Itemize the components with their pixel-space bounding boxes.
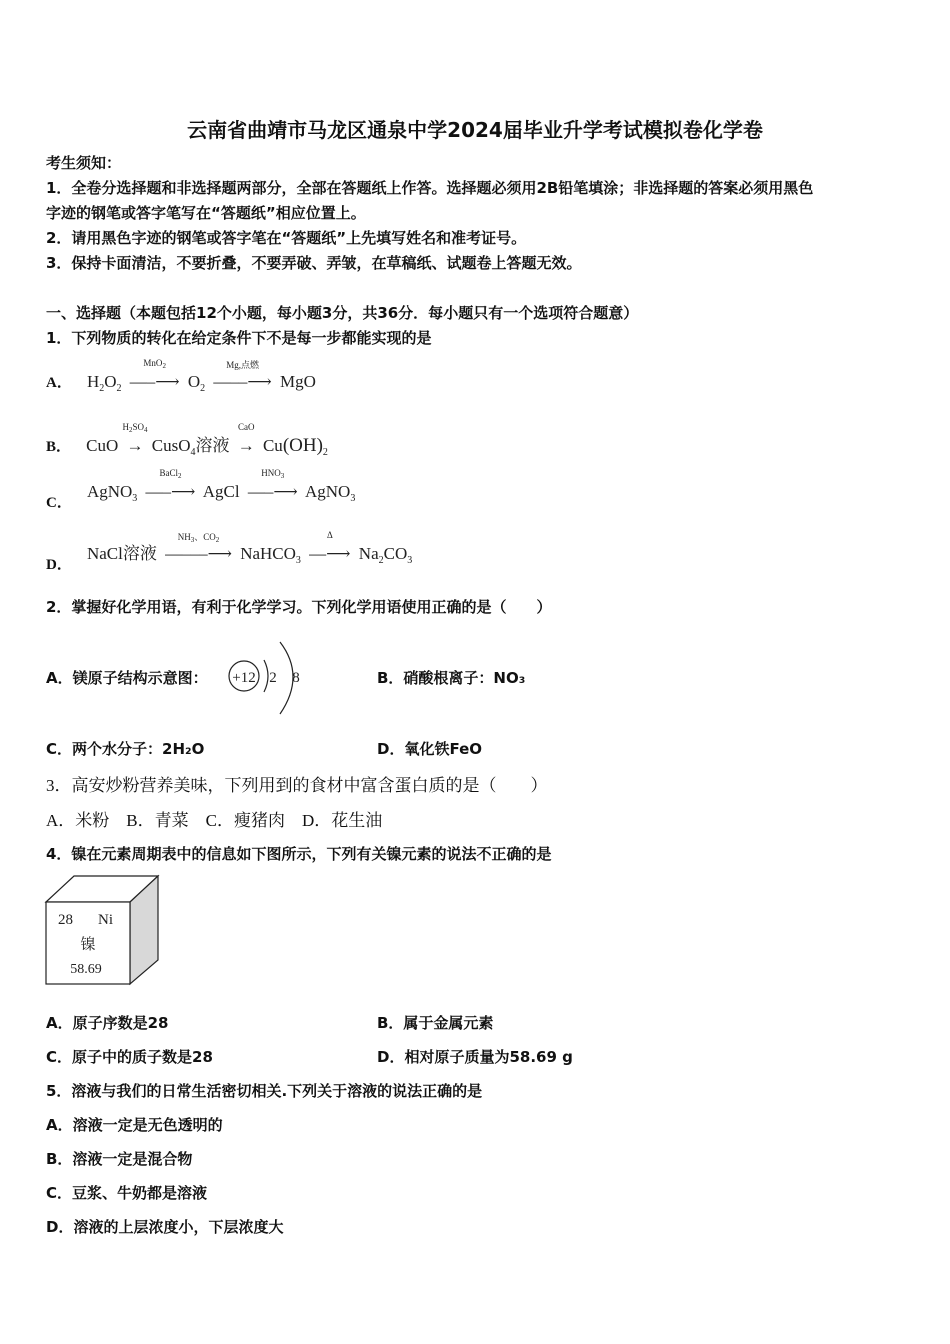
nickel-element-card: [44, 874, 160, 988]
q1-option-d: [46, 530, 413, 573]
notice-heading: 考生须知：: [46, 154, 122, 172]
notice-line1b: 字迹的钢笔或答字笔写在“答题纸”相应位置上。: [46, 204, 366, 222]
q4-option-c: C．原子中的质子数是28: [46, 1048, 213, 1066]
notice-line3: 3．保持卡面清洁，不要折叠，不要弄破、弄皱，在草稿纸、试题卷上答题无效。: [46, 254, 582, 272]
option-label: A．: [46, 375, 72, 391]
q2-option-a: A．镁原子结构示意图：: [46, 669, 208, 687]
notice-line2: 2．请用黑色字迹的钢笔或答字笔在“答题纸”上先填写姓名和准考证号。: [46, 229, 527, 247]
element-symbol: Ni: [98, 912, 113, 928]
shell-2-electrons: 8: [292, 670, 300, 686]
q5-option-c: C．豆浆、牛奶都是溶液: [46, 1184, 208, 1202]
option-label: D．: [46, 557, 72, 573]
q5-option-d: D．溶液的上层浓度小，下层浓度大: [46, 1218, 284, 1236]
q2-option-d: D．氧化铁FeO: [377, 740, 483, 758]
atomic-mass: 58.69: [70, 962, 102, 977]
notice-line1: 1．全卷分选择题和非选择题两部分，全部在答题纸上作答。选择题必须用2B铅笔填涂；非选择题的答案必须用黑色: [46, 179, 814, 197]
atomic-number: 28: [58, 912, 73, 928]
q1-option-c: [46, 468, 356, 511]
q4-option-b: B．属于金属元素: [377, 1014, 494, 1032]
nucleus-charge: +12: [232, 670, 256, 686]
q5-option-a: A．溶液一定是无色透明的: [46, 1116, 223, 1134]
q3-stem: 3．高安炒粉营养美味，下列用到的食材中富含蛋白质的是（ ）: [46, 776, 548, 795]
q1-option-b: [46, 422, 328, 458]
q4-option-d: D．相对原子质量为58.69 g: [377, 1048, 573, 1066]
q1-stem: 1．下列物质的转化在给定条件下不是每一步都能实现的是: [46, 329, 432, 347]
option-label: B．: [46, 439, 72, 455]
formula: AgNO$_3$ —–⟶ BaCl$_2$ AgCl —–⟶ $HNO_3$ AgNO$_3$: [86, 468, 356, 504]
shell-1-electrons: 2: [269, 670, 277, 686]
q2-stem: 2．掌握好化学用语，有利于化学学习。下列化学用语使用正确的是（ ）: [46, 598, 552, 616]
formula: NaCl溶液 —–––⟶ $NH_3$、$CO_2$ NaHCO$_3$ —⟶ Δ $Na_2CO_3$: [86, 530, 413, 566]
formula: CuO → $H_2SO_4$ CusO$_4$溶液 → CaO $Cu(OH)_2$: [86, 422, 328, 458]
section-heading: 一、选择题（本题包括12个小题，每小题3分，共36分．每小题只有一个选项符合题意）: [46, 304, 639, 322]
element-name: 镍: [80, 935, 96, 953]
q4-stem: 4．镍在元素周期表中的信息如下图所示，下列有关镍元素的说法不正确的是: [46, 845, 552, 863]
magnesium-atom-diagram-icon: [222, 638, 312, 720]
q4-option-a: A．原子序数是28: [46, 1014, 169, 1032]
q3-options: A．米粉 B．青菜 C．瘦猪肉 D．花生油: [46, 811, 383, 830]
q5-option-b: B．溶液一定是混合物: [46, 1150, 193, 1168]
q1-option-a: [46, 358, 316, 394]
q5-stem: 5．溶液与我们的日常生活密切相关.下列关于溶液的说法正确的是: [46, 1082, 483, 1100]
option-label: C．: [46, 495, 72, 511]
formula: $H_2O_2$ —–⟶ MnO$_2$ $O_2$ —––⟶ Mg,点燃 MgO: [86, 358, 316, 394]
page-title: 云南省曲靖市马龙区通泉中学2024届毕业升学考试模拟卷化学卷: [187, 118, 763, 142]
q2-option-b: B．硝酸根离子：NO₃: [377, 669, 526, 687]
q2-option-c: C．两个水分子：2H₂O: [46, 740, 205, 758]
